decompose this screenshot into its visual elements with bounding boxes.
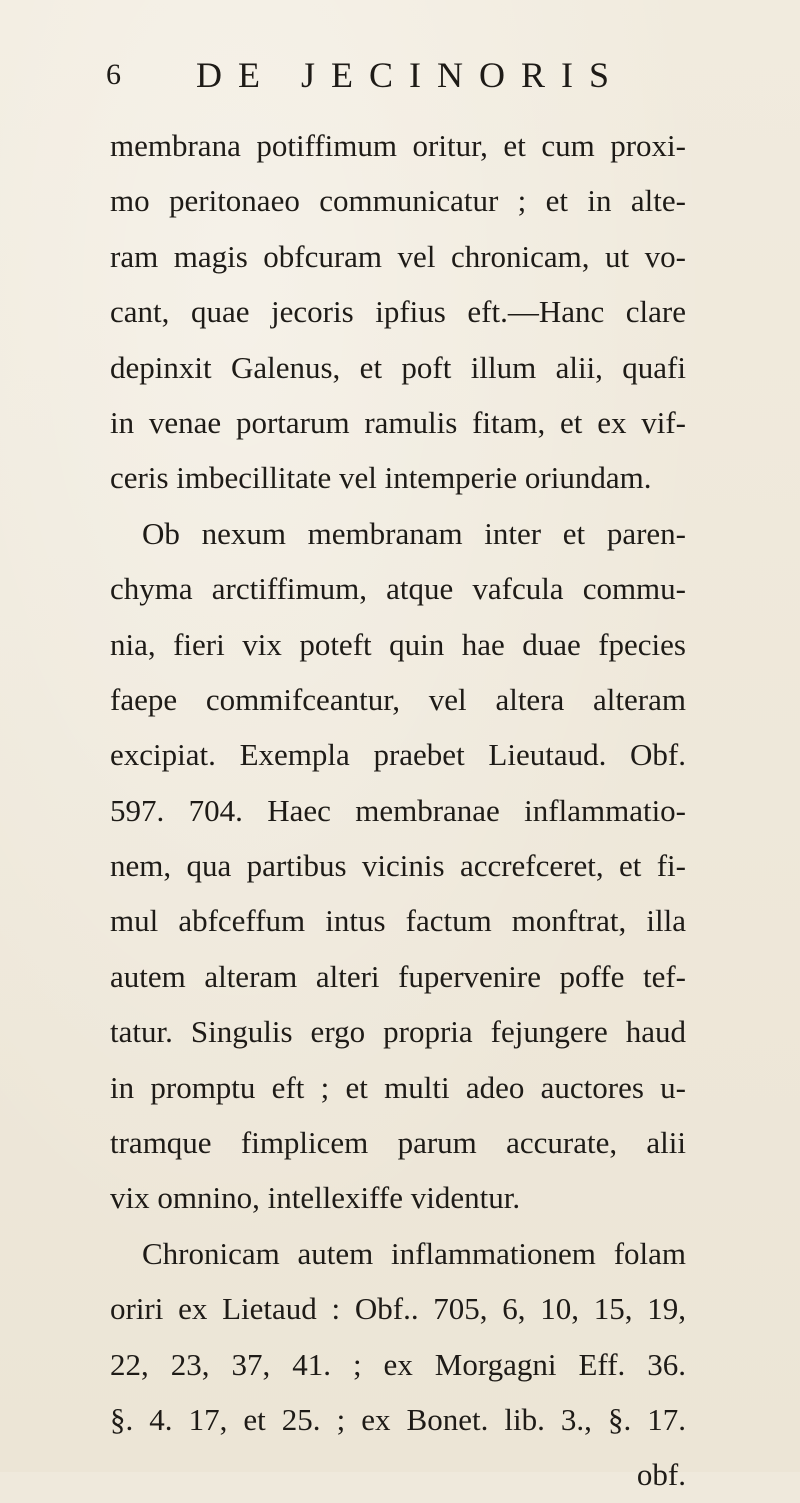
text-line: in venae portarum ramulis fitam, et ex vif- [110, 404, 686, 440]
text-line: ceris imbecillitate vel intemperie oriundam. [110, 460, 652, 496]
text-line: cant, quae jecoris ipfius eft.—Hanc clare [110, 294, 686, 330]
text-line: tatur. Singulis ergo propria fejungere haud [110, 1014, 686, 1050]
text-line: oriri ex Lietaud : Obf.. 705, 6, 10, 15, 19, [110, 1291, 686, 1327]
text-line: chyma arctiffimum, atque vafcula commu- [110, 571, 686, 607]
text-line: §. 4. 17, et 25. ; ex Bonet. lib. 3., §. 17. [110, 1401, 686, 1437]
text-line: Chronicam autem inflammationem folam [142, 1235, 686, 1271]
text-line: autem alteram alteri fupervenire poffe tef- [110, 958, 686, 994]
text-line: in promptu eft ; et multi adeo auctores u- [110, 1069, 686, 1105]
text-line: tramque fimplicem parum accurate, alii [110, 1125, 686, 1161]
text-line: excipiat. Exempla praebet Lieutaud. Obf. [110, 737, 686, 773]
running-title: DE JECINORIS [196, 55, 626, 95]
text-line: mo peritonaeo communicatur ; et in alte- [110, 183, 686, 219]
text-line: depinxit Galenus, et poft illum alii, quafi [110, 349, 686, 385]
text-line: faepe commifceantur, vel altera alteram [110, 681, 686, 717]
body-text [110, 118, 686, 1503]
text-line: membrana potiffimum oritur, et cum proxi- [110, 128, 686, 163]
catchword: obf. [636, 1457, 686, 1493]
text-line: nem, qua partibus vicinis accrefceret, et fi- [110, 848, 686, 884]
text-line: 22, 23, 37, 41. ; ex Morgagni Eff. 36. [110, 1346, 686, 1382]
text-line: ram magis obfcuram vel chronicam, ut vo- [110, 238, 686, 274]
text-line: mul abfceffum intus factum monftrat, illa [110, 903, 686, 939]
text-line: 597. 704. Haec membranae inflammatio- [110, 792, 686, 828]
page-number: 6 [106, 58, 121, 91]
text-line: vix omnino, intellexiffe videntur. [110, 1180, 521, 1216]
text-line: nia, fieri vix poteft quin hae duae fpecies [110, 626, 686, 662]
text-line: Ob nexum membranam inter et paren- [142, 515, 686, 551]
